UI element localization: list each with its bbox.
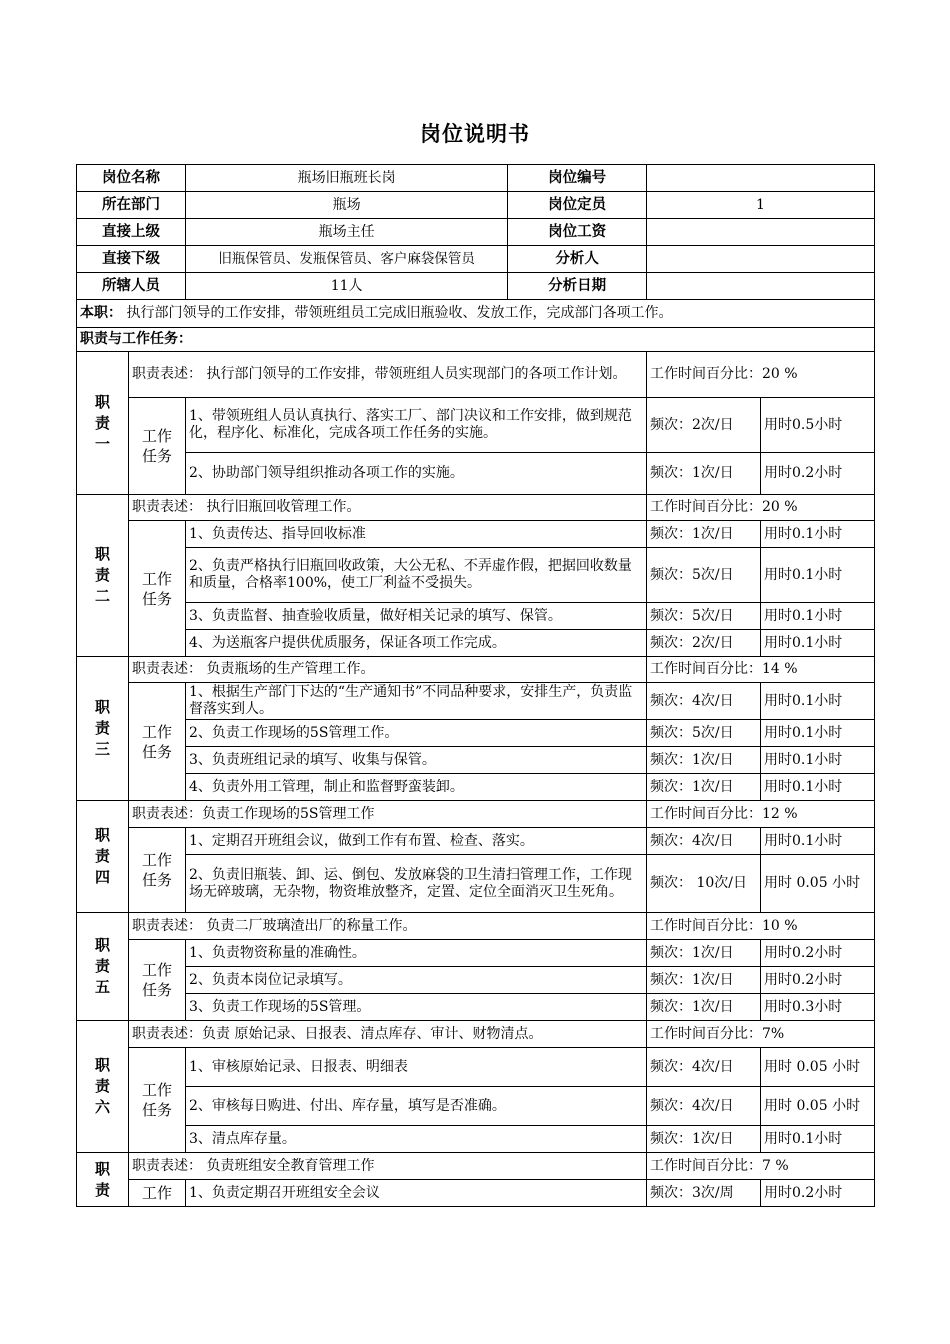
task-frequency: 频次：5次/日 [647,720,761,747]
header-value: 瓶场 [332,196,361,213]
task-hours: 用时0.1小时 [761,774,875,801]
task-text: 3、负责班组记录的填写、收集与保管。 [186,747,647,774]
task-text: 2、负责严格执行旧瓶回收政策，大公无私、不弄虚作假，把据回收数量和质量，合格率100%，使工厂利益不受损失。 [186,548,647,603]
task-row [77,1180,875,1207]
duty-time-percent: 工作时间百分比：14 % [647,657,875,683]
duty-name-text: 职责五 [94,936,110,996]
header-value [647,246,875,273]
task-text: 1、定期召开班组会议，做到工作有布置、检查、落实。 [186,828,647,855]
header-row [77,246,875,273]
task-frequency: 频次：2次/日 [647,398,761,453]
task-text: 2、审核每日购进、付出、库存量，填写是否准确。 [186,1087,647,1126]
task-text: 4、负责外用工管理，制止和监督野蛮装卸。 [186,774,647,801]
duty-name [77,801,129,913]
task-hours: 用时0.1小时 [761,1126,875,1153]
duty-description: 职责表述：负责 原始记录、日报表、清点库存、审计、财物清点。 [129,1021,647,1048]
task-row [77,453,875,495]
task-label [129,521,186,657]
task-hours: 用时0.1小时 [761,747,875,774]
duty-time-percent: 工作时间百分比：20 % [647,495,875,521]
task-label [129,828,186,913]
task-text: 1、审核原始记录、日报表、明细表 [186,1048,647,1087]
duty-name-text: 职责四 [94,826,110,886]
task-text: 1、带领班组人员认真执行、落实工厂、部门决议和工作安排，做到规范化，程序化、标准化，完成各项工作任务的实施。 [186,398,647,453]
duty-description: 职责表述： 负责班组安全教育管理工作 [129,1153,647,1180]
task-row [77,1048,875,1087]
task-label-text: 工作任务 [141,961,172,999]
header-value [647,219,875,246]
task-label-text: 工作任务 [141,1081,172,1119]
task-label [129,398,186,495]
task-row [77,855,875,913]
task-frequency: 频次：1次/日 [647,774,761,801]
duty-name-text: 职责一 [94,392,110,453]
task-text: 1、根据生产部门下达的“生产通知书”不同品种要求，安排生产，负责监督落实到人。 [186,683,647,720]
task-hours: 用时0.2小时 [761,1180,875,1207]
duty-description: 职责表述： 负责二厂玻璃渣出厂的称量工作。 [129,913,647,940]
task-hours: 用时0.3小时 [761,994,875,1021]
duty-name [77,1153,129,1207]
task-text: 3、负责工作现场的5S管理。 [186,994,647,1021]
header-label: 分析日期 [507,273,646,299]
task-hours: 用时0.1小时 [761,630,875,657]
duty-description: 职责表述：负责工作现场的5S管理工作 [129,801,647,828]
duty-name [77,495,129,657]
duty-name [77,913,129,1021]
duty-time-percent: 工作时间百分比：12 % [647,801,875,828]
task-frequency: 频次：1次/日 [647,1126,761,1153]
header-label: 岗位定员 [507,192,646,218]
page-title: 岗位说明书 [420,122,530,146]
task-row [77,398,875,453]
duty-name-text: 职责六 [94,1056,110,1116]
task-text: 2、协助部门领导组织推动各项工作的实施。 [186,453,647,495]
duty-desc-row [77,495,875,521]
header-value: 1 [647,192,875,219]
task-label [129,1048,186,1153]
duty-time-percent: 工作时间百分比：10 % [647,913,875,940]
header-label: 直接上级 [77,219,186,246]
task-frequency: 频次：1次/日 [647,521,761,548]
header-value [647,165,875,192]
duty-time-percent: 工作时间百分比：20 % [647,352,875,398]
duty-time-percent: 工作时间百分比：7 % [647,1153,875,1180]
task-hours: 用时0.1小时 [761,683,875,720]
section-row [77,328,875,352]
header-row [77,273,875,300]
task-hours: 用时0.2小时 [761,940,875,967]
duty-description: 职责表述： 负责瓶场的生产管理工作。 [129,657,647,683]
task-row [77,521,875,548]
task-row [77,548,875,603]
task-row [77,683,875,720]
duty-desc-row [77,1021,875,1048]
duty-desc-row [77,1153,875,1180]
benzhi-row [77,300,875,328]
task-row [77,630,875,657]
task-row [77,828,875,855]
task-hours: 用时0.5小时 [761,398,875,453]
duty-desc-row [77,801,875,828]
task-hours: 用时0.2小时 [761,967,875,994]
header-label: 直接下级 [77,246,186,273]
header-value: 旧瓶保管员、发瓶保管员、客户麻袋保管员 [218,250,475,267]
task-text: 1、负责传达、指导回收标准 [186,521,647,548]
task-frequency: 频次：1次/日 [647,967,761,994]
header-label: 岗位工资 [507,219,646,245]
job-description-table [76,164,875,1207]
duty-name [77,1021,129,1153]
duty-name-text: 职责三 [94,698,110,758]
duty-name [77,657,129,801]
task-row [77,720,875,747]
header-label: 分析人 [507,246,646,272]
benzhi-label: 本职： [80,305,122,321]
task-frequency: 频次：2次/日 [647,630,761,657]
task-row [77,994,875,1021]
header-label: 岗位编号 [507,165,646,191]
duty-time-percent: 工作时间百分比：7% [647,1021,875,1048]
header-value: 瓶场旧瓶班长岗 [297,169,396,186]
header-label: 所辖人员 [77,273,186,300]
task-frequency: 频次：4次/日 [647,683,761,720]
task-text: 2、负责旧瓶装、卸、运、倒包、发放麻袋的卫生清扫管理工作，工作现场无碎玻璃，无杂物，物资堆放整齐，定置、定位全面消灭卫生死角。 [186,855,647,913]
task-frequency: 频次： 10次/日 [647,855,761,913]
header-row [77,165,875,192]
duty-name-text: 职责 [94,1159,110,1199]
task-row [77,603,875,630]
task-hours: 用时0.1小时 [761,548,875,603]
task-text: 2、负责工作现场的5S管理工作。 [186,720,647,747]
task-row [77,1126,875,1153]
header-value: 11人 [330,277,363,294]
task-label [129,940,186,1021]
header-label: 岗位名称 [77,165,186,192]
task-label-text: 工作 [141,1184,172,1202]
task-label [129,1180,186,1207]
task-label-text: 工作任务 [141,851,172,889]
task-hours: 用时 0.05 小时 [761,1048,875,1087]
header-row [77,219,875,246]
task-label [129,683,186,801]
task-frequency: 频次：1次/日 [647,994,761,1021]
task-hours: 用时0.2小时 [761,453,875,495]
duty-desc-row [77,913,875,940]
benzhi-text: 执行部门领导的工作安排，带领班组员工完成旧瓶验收、发放工作，完成部门各项工作。 [126,305,673,321]
task-hours: 用时 0.05 小时 [761,1087,875,1126]
task-frequency: 频次：1次/日 [647,747,761,774]
task-text: 2、负责本岗位记录填写。 [186,967,647,994]
duty-description: 职责表述： 执行部门领导的工作安排，带领班组人员实现部门的各项工作计划。 [129,352,647,398]
task-frequency: 频次：5次/日 [647,603,761,630]
task-label-text: 工作任务 [141,722,172,761]
duty-desc-row [77,657,875,683]
header-value [647,273,875,300]
header-value: 瓶场主任 [318,223,375,240]
header-label: 所在部门 [77,192,186,219]
duty-name [77,352,129,495]
task-hours: 用时0.1小时 [761,603,875,630]
task-text: 1、负责物资称量的准确性。 [186,940,647,967]
task-label-text: 工作任务 [141,569,172,608]
task-row [77,774,875,801]
duty-name-text: 职责二 [94,545,110,605]
task-text: 3、负责监督、抽查验收质量，做好相关记录的填写、保管。 [186,603,647,630]
task-frequency: 频次：4次/日 [647,828,761,855]
task-text: 1、负责定期召开班组安全会议 [186,1180,647,1207]
task-frequency: 频次：5次/日 [647,548,761,603]
task-text: 4、为送瓶客户提供优质服务，保证各项工作完成。 [186,630,647,657]
task-hours: 用时0.1小时 [761,828,875,855]
task-frequency: 频次：4次/日 [647,1048,761,1087]
task-hours: 用时0.1小时 [761,521,875,548]
task-label-text: 工作任务 [141,427,172,465]
task-frequency: 频次：3次/周 [647,1180,761,1207]
task-row [77,1087,875,1126]
task-hours: 用时0.1小时 [761,720,875,747]
header-row [77,192,875,219]
task-row [77,967,875,994]
task-frequency: 频次：1次/日 [647,940,761,967]
duty-description: 职责表述： 执行旧瓶回收管理工作。 [129,495,647,521]
duty-desc-row [77,352,875,398]
task-frequency: 频次：1次/日 [647,453,761,495]
task-hours: 用时 0.05 小时 [761,855,875,913]
section-label: 职责与工作任务： [77,328,875,352]
task-text: 3、清点库存量。 [186,1126,647,1153]
task-row [77,747,875,774]
task-frequency: 频次：4次/日 [647,1087,761,1126]
task-row [77,940,875,967]
